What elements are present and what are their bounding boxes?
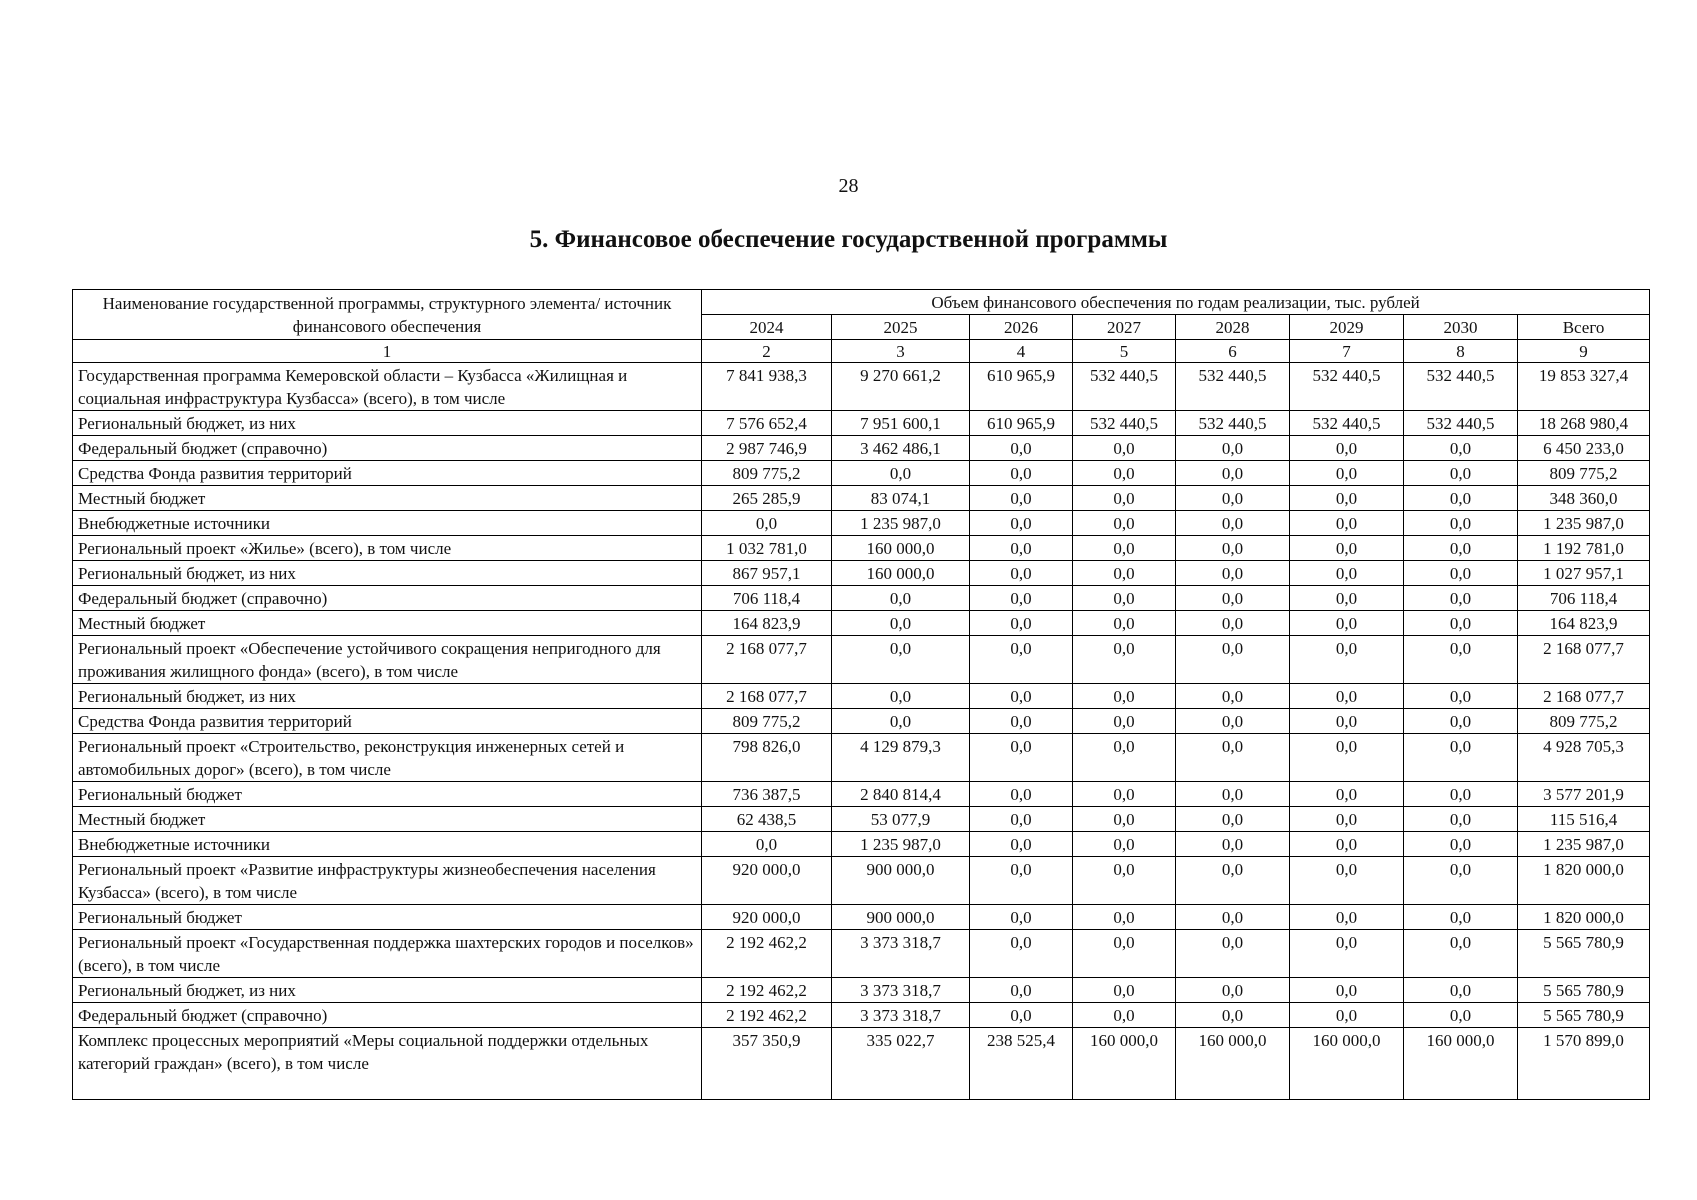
table-row bbox=[73, 930, 1650, 978]
value-cell: 0,0 bbox=[1290, 930, 1404, 978]
value-cell: 0,0 bbox=[832, 611, 970, 636]
value-cell: 2 192 462,2 bbox=[702, 1003, 832, 1028]
year-header: 2026 bbox=[970, 315, 1073, 340]
column-number: 7 bbox=[1290, 340, 1404, 363]
value-cell: 5 565 780,9 bbox=[1518, 930, 1650, 978]
value-cell: 0,0 bbox=[1404, 586, 1518, 611]
value-cell: 0,0 bbox=[1073, 486, 1176, 511]
value-cell: 160 000,0 bbox=[832, 561, 970, 586]
value-cell: 0,0 bbox=[1290, 978, 1404, 1003]
value-cell: 0,0 bbox=[1404, 782, 1518, 807]
value-cell: 18 268 980,4 bbox=[1518, 411, 1650, 436]
value-cell: 3 373 318,7 bbox=[832, 930, 970, 978]
value-cell: 9 270 661,2 bbox=[832, 363, 970, 411]
value-cell: 0,0 bbox=[1404, 486, 1518, 511]
value-cell: 0,0 bbox=[970, 586, 1073, 611]
row-name-cell: Региональный проект «Строительство, реконструкция инженерных сетей и автомобильных дорог» (всего), в том числе bbox=[73, 734, 702, 782]
page-title: 5. Финансовое обеспечение государственной программы bbox=[529, 226, 1168, 253]
value-cell: 0,0 bbox=[1073, 436, 1176, 461]
value-cell: 610 965,9 bbox=[970, 411, 1073, 436]
value-cell: 900 000,0 bbox=[832, 905, 970, 930]
value-cell: 348 360,0 bbox=[1518, 486, 1650, 511]
value-cell: 2 987 746,9 bbox=[702, 436, 832, 461]
value-cell: 0,0 bbox=[970, 536, 1073, 561]
value-cell: 6 450 233,0 bbox=[1518, 436, 1650, 461]
value-cell: 532 440,5 bbox=[1176, 363, 1290, 411]
value-cell: 0,0 bbox=[1404, 436, 1518, 461]
value-cell: 53 077,9 bbox=[832, 807, 970, 832]
row-name-cell: Местный бюджет bbox=[73, 807, 702, 832]
table-body bbox=[73, 363, 1650, 1100]
header-volume-cell: Объем финансового обеспечения по годам реализации, тыс. рублей bbox=[702, 290, 1650, 315]
value-cell: 160 000,0 bbox=[1073, 1028, 1176, 1100]
value-cell: 0,0 bbox=[1290, 734, 1404, 782]
row-name-cell: Государственная программа Кемеровской области – Кузбасса «Жилищная и социальная инфраструктура Кузбасса» (всего), в том числе bbox=[73, 363, 702, 411]
value-cell: 0,0 bbox=[1290, 611, 1404, 636]
table-row bbox=[73, 807, 1650, 832]
row-name-cell: Региональный бюджет, из них bbox=[73, 684, 702, 709]
value-cell: 0,0 bbox=[1404, 461, 1518, 486]
value-cell: 5 565 780,9 bbox=[1518, 1003, 1650, 1028]
value-cell: 0,0 bbox=[970, 734, 1073, 782]
value-cell: 0,0 bbox=[970, 611, 1073, 636]
value-cell: 2 168 077,7 bbox=[702, 684, 832, 709]
value-cell: 0,0 bbox=[970, 561, 1073, 586]
value-cell: 0,0 bbox=[970, 1003, 1073, 1028]
value-cell: 2 168 077,7 bbox=[1518, 636, 1650, 684]
value-cell: 0,0 bbox=[1073, 636, 1176, 684]
value-cell: 0,0 bbox=[1404, 807, 1518, 832]
column-number-row bbox=[73, 340, 1650, 363]
value-cell: 0,0 bbox=[1290, 905, 1404, 930]
value-cell: 0,0 bbox=[1176, 611, 1290, 636]
table-row bbox=[73, 636, 1650, 684]
value-cell: 0,0 bbox=[970, 486, 1073, 511]
value-cell: 7 951 600,1 bbox=[832, 411, 970, 436]
value-cell: 1 235 987,0 bbox=[1518, 511, 1650, 536]
value-cell: 3 373 318,7 bbox=[832, 1003, 970, 1028]
value-cell: 0,0 bbox=[1176, 1003, 1290, 1028]
value-cell: 0,0 bbox=[1176, 536, 1290, 561]
value-cell: 0,0 bbox=[970, 782, 1073, 807]
value-cell: 0,0 bbox=[1073, 905, 1176, 930]
value-cell: 0,0 bbox=[1290, 536, 1404, 561]
value-cell: 160 000,0 bbox=[1404, 1028, 1518, 1100]
value-cell: 1 820 000,0 bbox=[1518, 857, 1650, 905]
table-row bbox=[73, 978, 1650, 1003]
row-name-cell: Региональный бюджет bbox=[73, 905, 702, 930]
value-cell: 0,0 bbox=[1073, 832, 1176, 857]
value-cell: 0,0 bbox=[1176, 709, 1290, 734]
value-cell: 0,0 bbox=[1073, 709, 1176, 734]
value-cell: 0,0 bbox=[1176, 511, 1290, 536]
value-cell: 0,0 bbox=[1290, 636, 1404, 684]
value-cell: 0,0 bbox=[1073, 511, 1176, 536]
value-cell: 0,0 bbox=[1404, 1003, 1518, 1028]
row-name-cell: Региональный бюджет, из них bbox=[73, 978, 702, 1003]
value-cell: 0,0 bbox=[1404, 561, 1518, 586]
table-row bbox=[73, 586, 1650, 611]
value-cell: 0,0 bbox=[1176, 832, 1290, 857]
value-cell: 532 440,5 bbox=[1176, 411, 1290, 436]
year-header: 2027 bbox=[1073, 315, 1176, 340]
value-cell: 1 820 000,0 bbox=[1518, 905, 1650, 930]
value-cell: 0,0 bbox=[1290, 461, 1404, 486]
page-number: 28 bbox=[838, 175, 859, 197]
header-row-1 bbox=[73, 290, 1650, 315]
value-cell: 0,0 bbox=[1073, 930, 1176, 978]
table-row bbox=[73, 611, 1650, 636]
row-name-cell: Комплекс процессных мероприятий «Меры социальной поддержки отдельных категорий граждан» (всего), в том числе bbox=[73, 1028, 702, 1100]
value-cell: 0,0 bbox=[1404, 734, 1518, 782]
value-cell: 736 387,5 bbox=[702, 782, 832, 807]
value-cell: 0,0 bbox=[1290, 511, 1404, 536]
table-row bbox=[73, 709, 1650, 734]
value-cell: 532 440,5 bbox=[1073, 411, 1176, 436]
value-cell: 2 168 077,7 bbox=[702, 636, 832, 684]
value-cell: 0,0 bbox=[1176, 636, 1290, 684]
value-cell: 0,0 bbox=[1404, 684, 1518, 709]
table-row bbox=[73, 561, 1650, 586]
value-cell: 0,0 bbox=[1404, 611, 1518, 636]
value-cell: 0,0 bbox=[1290, 684, 1404, 709]
value-cell: 0,0 bbox=[970, 930, 1073, 978]
value-cell: 0,0 bbox=[1176, 684, 1290, 709]
value-cell: 1 032 781,0 bbox=[702, 536, 832, 561]
year-header: 2028 bbox=[1176, 315, 1290, 340]
value-cell: 798 826,0 bbox=[702, 734, 832, 782]
value-cell: 0,0 bbox=[1073, 611, 1176, 636]
value-cell: 0,0 bbox=[702, 832, 832, 857]
row-name-cell: Местный бюджет bbox=[73, 486, 702, 511]
table-row bbox=[73, 363, 1650, 411]
value-cell: 160 000,0 bbox=[1290, 1028, 1404, 1100]
value-cell: 0,0 bbox=[1176, 905, 1290, 930]
table-row bbox=[73, 411, 1650, 436]
value-cell: 2 192 462,2 bbox=[702, 930, 832, 978]
table-row bbox=[73, 1028, 1650, 1100]
value-cell: 0,0 bbox=[1073, 782, 1176, 807]
value-cell: 160 000,0 bbox=[832, 536, 970, 561]
value-cell: 0,0 bbox=[1290, 782, 1404, 807]
value-cell: 0,0 bbox=[1176, 586, 1290, 611]
row-name-cell: Федеральный бюджет (справочно) bbox=[73, 1003, 702, 1028]
value-cell: 809 775,2 bbox=[702, 709, 832, 734]
value-cell: 0,0 bbox=[1073, 684, 1176, 709]
value-cell: 0,0 bbox=[1404, 511, 1518, 536]
value-cell: 62 438,5 bbox=[702, 807, 832, 832]
row-name-cell: Региональный бюджет bbox=[73, 782, 702, 807]
value-cell: 1 235 987,0 bbox=[1518, 832, 1650, 857]
value-cell: 0,0 bbox=[1404, 978, 1518, 1003]
value-cell: 0,0 bbox=[970, 857, 1073, 905]
value-cell: 0,0 bbox=[970, 636, 1073, 684]
value-cell: 0,0 bbox=[1176, 807, 1290, 832]
row-name-cell: Региональный проект «Государственная поддержка шахтерских городов и поселков» (всего), в том числе bbox=[73, 930, 702, 978]
value-cell: 115 516,4 bbox=[1518, 807, 1650, 832]
value-cell: 1 027 957,1 bbox=[1518, 561, 1650, 586]
column-number: 2 bbox=[702, 340, 832, 363]
value-cell: 0,0 bbox=[1404, 832, 1518, 857]
value-cell: 900 000,0 bbox=[832, 857, 970, 905]
value-cell: 164 823,9 bbox=[702, 611, 832, 636]
value-cell: 0,0 bbox=[1073, 586, 1176, 611]
value-cell: 920 000,0 bbox=[702, 857, 832, 905]
table-row bbox=[73, 436, 1650, 461]
value-cell: 706 118,4 bbox=[702, 586, 832, 611]
value-cell: 0,0 bbox=[1073, 807, 1176, 832]
row-name-cell: Региональный бюджет, из них bbox=[73, 411, 702, 436]
value-cell: 5 565 780,9 bbox=[1518, 978, 1650, 1003]
value-cell: 0,0 bbox=[1290, 486, 1404, 511]
value-cell: 0,0 bbox=[1073, 857, 1176, 905]
year-header: 2029 bbox=[1290, 315, 1404, 340]
table-row bbox=[73, 1003, 1650, 1028]
value-cell: 0,0 bbox=[1404, 905, 1518, 930]
table-row bbox=[73, 857, 1650, 905]
value-cell: 0,0 bbox=[1176, 486, 1290, 511]
value-cell: 0,0 bbox=[1176, 461, 1290, 486]
value-cell: 3 373 318,7 bbox=[832, 978, 970, 1003]
value-cell: 0,0 bbox=[1176, 930, 1290, 978]
value-cell: 0,0 bbox=[832, 709, 970, 734]
row-name-cell: Региональный проект «Жилье» (всего), в том числе bbox=[73, 536, 702, 561]
row-name-cell: Внебюджетные источники bbox=[73, 832, 702, 857]
table-row bbox=[73, 832, 1650, 857]
value-cell: 1 192 781,0 bbox=[1518, 536, 1650, 561]
value-cell: 4 928 705,3 bbox=[1518, 734, 1650, 782]
value-cell: 4 129 879,3 bbox=[832, 734, 970, 782]
value-cell: 0,0 bbox=[1176, 436, 1290, 461]
row-name-cell: Внебюджетные источники bbox=[73, 511, 702, 536]
value-cell: 2 168 077,7 bbox=[1518, 684, 1650, 709]
column-number: 6 bbox=[1176, 340, 1290, 363]
row-name-cell: Средства Фонда развития территорий bbox=[73, 461, 702, 486]
year-header: 2030 bbox=[1404, 315, 1518, 340]
table-row bbox=[73, 511, 1650, 536]
value-cell: 0,0 bbox=[1176, 561, 1290, 586]
value-cell: 809 775,2 bbox=[702, 461, 832, 486]
value-cell: 7 576 652,4 bbox=[702, 411, 832, 436]
value-cell: 0,0 bbox=[970, 905, 1073, 930]
table-row bbox=[73, 905, 1650, 930]
column-number: 3 bbox=[832, 340, 970, 363]
value-cell: 0,0 bbox=[1073, 461, 1176, 486]
value-cell: 0,0 bbox=[970, 709, 1073, 734]
table-row bbox=[73, 684, 1650, 709]
value-cell: 0,0 bbox=[1404, 857, 1518, 905]
value-cell: 357 350,9 bbox=[702, 1028, 832, 1100]
row-name-cell: Федеральный бюджет (справочно) bbox=[73, 436, 702, 461]
total-header: Всего bbox=[1518, 315, 1650, 340]
row-name-cell: Федеральный бюджет (справочно) bbox=[73, 586, 702, 611]
value-cell: 0,0 bbox=[1073, 734, 1176, 782]
financing-table bbox=[72, 289, 1650, 1100]
row-name-cell: Региональный проект «Развитие инфраструктуры жизнеобеспечения населения Кузбасса» (всего), в том числе bbox=[73, 857, 702, 905]
column-number: 4 bbox=[970, 340, 1073, 363]
value-cell: 0,0 bbox=[832, 586, 970, 611]
year-header: 2025 bbox=[832, 315, 970, 340]
value-cell: 706 118,4 bbox=[1518, 586, 1650, 611]
table-row bbox=[73, 782, 1650, 807]
value-cell: 0,0 bbox=[1176, 734, 1290, 782]
value-cell: 532 440,5 bbox=[1404, 411, 1518, 436]
value-cell: 0,0 bbox=[970, 511, 1073, 536]
table-row bbox=[73, 461, 1650, 486]
value-cell: 809 775,2 bbox=[1518, 461, 1650, 486]
value-cell: 0,0 bbox=[1176, 857, 1290, 905]
value-cell: 1 570 899,0 bbox=[1518, 1028, 1650, 1100]
value-cell: 0,0 bbox=[1290, 1003, 1404, 1028]
value-cell: 0,0 bbox=[1073, 536, 1176, 561]
value-cell: 265 285,9 bbox=[702, 486, 832, 511]
value-cell: 1 235 987,0 bbox=[832, 832, 970, 857]
value-cell: 809 775,2 bbox=[1518, 709, 1650, 734]
value-cell: 0,0 bbox=[970, 436, 1073, 461]
value-cell: 335 022,7 bbox=[832, 1028, 970, 1100]
value-cell: 0,0 bbox=[702, 511, 832, 536]
value-cell: 532 440,5 bbox=[1073, 363, 1176, 411]
value-cell: 2 192 462,2 bbox=[702, 978, 832, 1003]
value-cell: 160 000,0 bbox=[1176, 1028, 1290, 1100]
year-header: 2024 bbox=[702, 315, 832, 340]
header-name-cell: Наименование государственной программы, структурного элемента/ источник финансового обеспечения bbox=[73, 290, 702, 340]
value-cell: 0,0 bbox=[1290, 857, 1404, 905]
value-cell: 3 462 486,1 bbox=[832, 436, 970, 461]
value-cell: 0,0 bbox=[1073, 978, 1176, 1003]
value-cell: 1 235 987,0 bbox=[832, 511, 970, 536]
value-cell: 0,0 bbox=[1176, 782, 1290, 807]
value-cell: 164 823,9 bbox=[1518, 611, 1650, 636]
table-row bbox=[73, 536, 1650, 561]
value-cell: 0,0 bbox=[970, 832, 1073, 857]
column-number: 9 bbox=[1518, 340, 1650, 363]
value-cell: 0,0 bbox=[970, 684, 1073, 709]
value-cell: 0,0 bbox=[1404, 930, 1518, 978]
value-cell: 0,0 bbox=[832, 461, 970, 486]
row-name-cell: Средства Фонда развития территорий bbox=[73, 709, 702, 734]
value-cell: 0,0 bbox=[1290, 561, 1404, 586]
value-cell: 0,0 bbox=[970, 461, 1073, 486]
value-cell: 0,0 bbox=[1073, 1003, 1176, 1028]
row-name-cell: Региональный проект «Обеспечение устойчивого сокращения непригодного для проживания жилищного фонда» (всего), в том числе bbox=[73, 636, 702, 684]
value-cell: 0,0 bbox=[1404, 709, 1518, 734]
value-cell: 532 440,5 bbox=[1404, 363, 1518, 411]
table-row bbox=[73, 734, 1650, 782]
value-cell: 83 074,1 bbox=[832, 486, 970, 511]
row-name-cell: Региональный бюджет, из них bbox=[73, 561, 702, 586]
value-cell: 0,0 bbox=[1176, 978, 1290, 1003]
value-cell: 0,0 bbox=[832, 636, 970, 684]
value-cell: 2 840 814,4 bbox=[832, 782, 970, 807]
value-cell: 920 000,0 bbox=[702, 905, 832, 930]
column-number: 1 bbox=[73, 340, 702, 363]
column-number: 8 bbox=[1404, 340, 1518, 363]
value-cell: 0,0 bbox=[1404, 536, 1518, 561]
value-cell: 0,0 bbox=[1290, 436, 1404, 461]
value-cell: 0,0 bbox=[1290, 807, 1404, 832]
value-cell: 0,0 bbox=[1290, 586, 1404, 611]
value-cell: 238 525,4 bbox=[970, 1028, 1073, 1100]
value-cell: 532 440,5 bbox=[1290, 411, 1404, 436]
column-number: 5 bbox=[1073, 340, 1176, 363]
value-cell: 532 440,5 bbox=[1290, 363, 1404, 411]
value-cell: 0,0 bbox=[1290, 709, 1404, 734]
value-cell: 0,0 bbox=[970, 978, 1073, 1003]
table-row bbox=[73, 486, 1650, 511]
value-cell: 0,0 bbox=[1290, 832, 1404, 857]
value-cell: 0,0 bbox=[1404, 636, 1518, 684]
value-cell: 3 577 201,9 bbox=[1518, 782, 1650, 807]
value-cell: 0,0 bbox=[1073, 561, 1176, 586]
value-cell: 0,0 bbox=[832, 684, 970, 709]
value-cell: 610 965,9 bbox=[970, 363, 1073, 411]
value-cell: 19 853 327,4 bbox=[1518, 363, 1650, 411]
value-cell: 867 957,1 bbox=[702, 561, 832, 586]
row-name-cell: Местный бюджет bbox=[73, 611, 702, 636]
value-cell: 7 841 938,3 bbox=[702, 363, 832, 411]
value-cell: 0,0 bbox=[970, 807, 1073, 832]
